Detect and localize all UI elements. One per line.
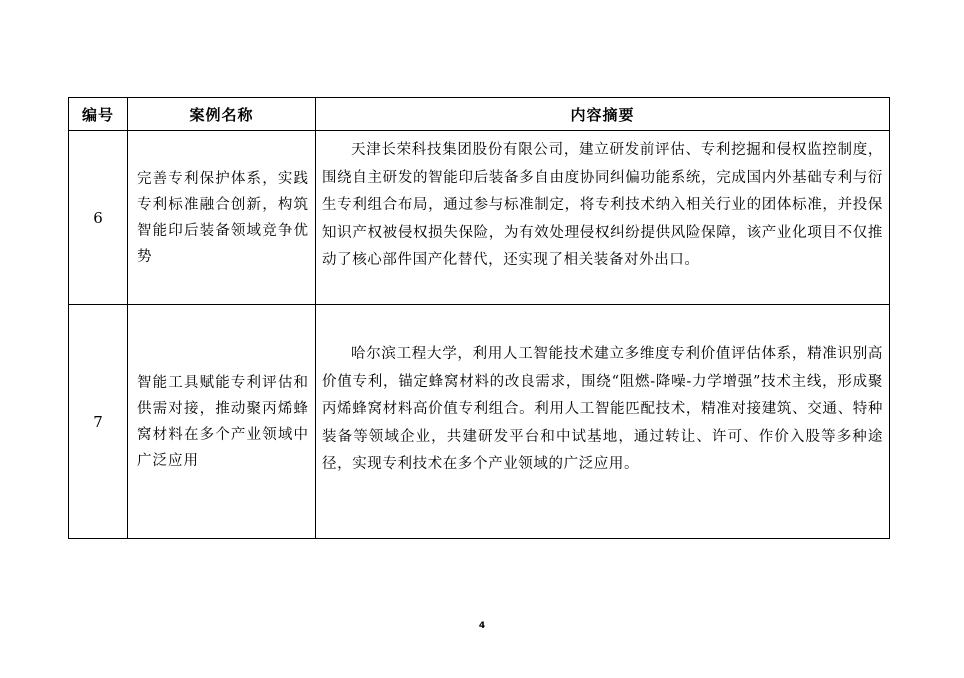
row-number: 7 <box>69 305 128 539</box>
table-header <box>69 98 890 131</box>
table-body <box>69 131 890 539</box>
row-case-name: 完善专利保护体系，实践专利标准融合创新，构筑智能印后装备领域竞争优势 <box>128 131 316 305</box>
table-row <box>69 131 890 305</box>
page-number: 4 <box>478 621 486 631</box>
table-row <box>69 305 890 539</box>
row-case-name: 智能工具赋能专利评估和供需对接，推动聚丙烯蜂窝材料在多个产业领域中广泛应用 <box>128 305 316 539</box>
header-number: 编号 <box>69 98 128 131</box>
header-row <box>69 98 890 131</box>
row-number: 6 <box>69 131 128 305</box>
header-case-name: 案例名称 <box>128 98 316 131</box>
row-summary: 天津长荣科技集团股份有限公司，建立研发前评估、专利挖掘和侵权监控制度，围绕自主研发的智能印后装备多自由度协同纠偏功能系统，完成国内外基础专利与衍生专利组合布局，通过参与标准制定，将专利技术纳入相关行业的团体标准，并投保知识产权被侵权损失保险，为有效处理侵权纠纷提供风险保障，该产业化项目不仅推动了核心部件国产化替代，还实现了相关装备对外出口。 <box>316 131 890 305</box>
header-summary: 内容摘要 <box>316 98 890 131</box>
case-table <box>68 97 890 539</box>
row-summary: 哈尔滨工程大学，利用人工智能技术建立多维度专利价值评估体系，精准识别高价值专利，锚定蜂窝材料的改良需求，围绕“阻燃-降噪-力学增强”技术主线，形成聚丙烯蜂窝材料高价值专利组合。利用人工智能匹配技术，精准对接建筑、交通、特种装备等领域企业，共建研发平台和中试基地，通过转让、许可、作价入股等多种途径，实现专利技术在多个产业领域的广泛应用。 <box>316 305 890 539</box>
